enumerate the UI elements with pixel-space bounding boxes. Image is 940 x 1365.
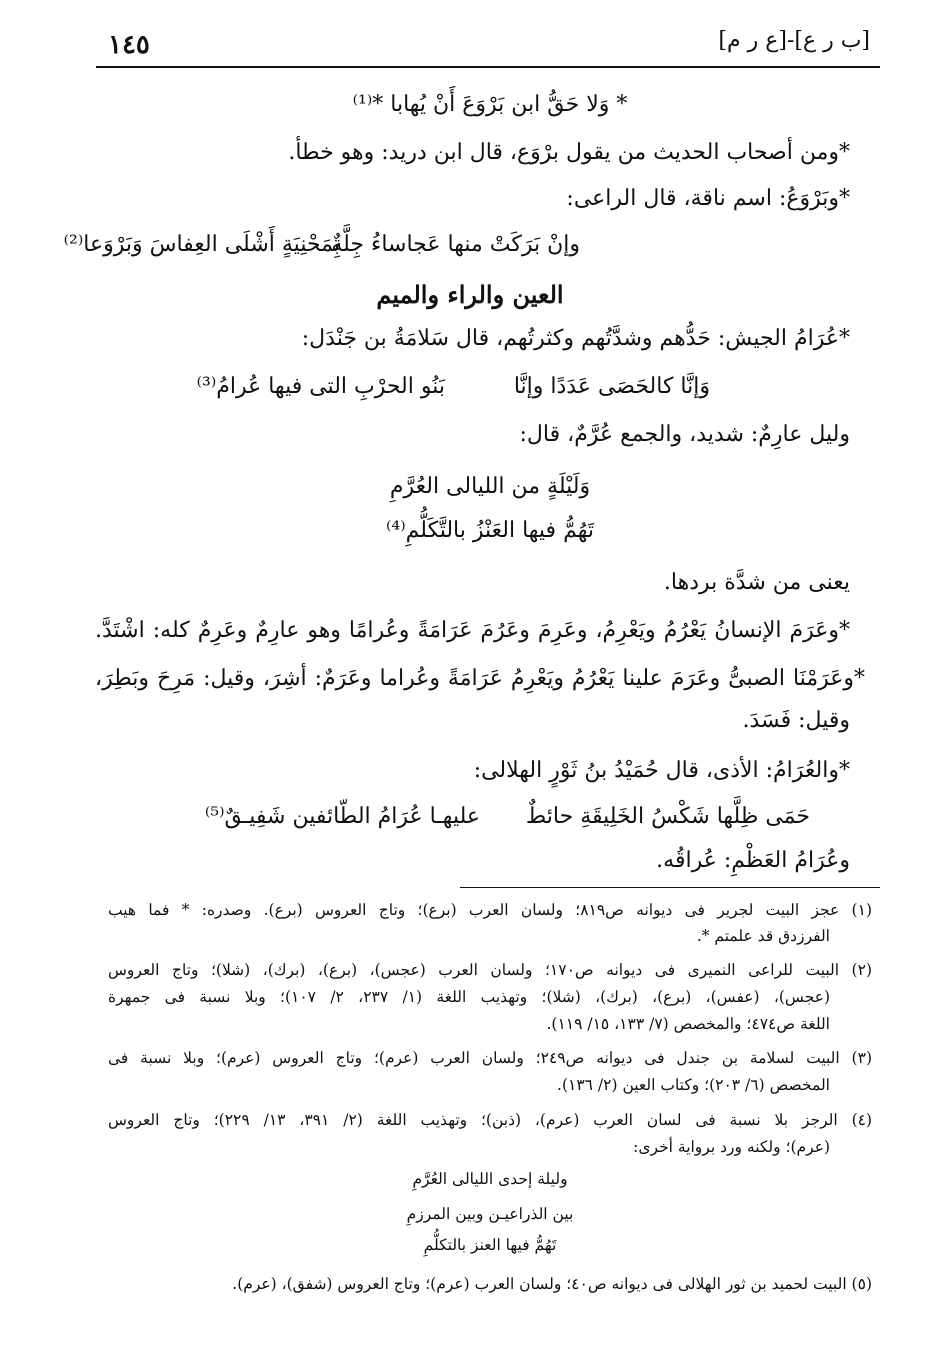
- section-title: العين والراء والميم: [376, 280, 564, 309]
- footnote-2-line-2: (عجس)، (عفس)، (برع)، (برك)، (شلا)؛ وتهذيب اللغة (١/ ٢٣٧، ٢/ ١٠٧)؛ وبلا نسبة فى جمهرة: [108, 988, 830, 1006]
- text-line-5: وليل عارِمٌ: شديد، والجمع عُرَّمٌ، قال:: [519, 422, 850, 447]
- text-line-9: وقيل: فَسَدَ.: [742, 708, 850, 733]
- footnote-4-line-2: (عرم)؛ ولكنه ورد برواية أخرى:: [633, 1138, 830, 1156]
- text-line-3: *وبَرْوَعُ: اسم ناقة، قال الراعى:: [566, 186, 850, 211]
- rajaz-line-2: تَهُمُّ فيها العَنْزُ بالتَّكَلُّمِ⁽⁴⁾: [386, 518, 594, 543]
- footnote-3-line-1: (٣) البيت لسلامة بن جندل فى ديوانه ص٢٤٩؛ ولسان العرب (عرم)؛ وتاج العروس (عرم)؛ وبلا نسبة فى: [108, 1049, 872, 1067]
- verse-line-1: * وَلا حَقُّ ابن بَرْوَعَ أَنْ يُهابا *⁽¹⁾: [352, 92, 628, 117]
- text-line-4: *عُرَامُ الجيش: حَدُّهم وشدَّتُهم وكثرتُهم، قال سَلامَةُ بن جَنْدَل:: [301, 326, 850, 351]
- footnote-2-line-1: (٢) البيت للراعى النميرى فى ديوانه ص١٧٠؛ ولسان العرب (عجس)، (برع)، (برك)، (شلا)؛ وتاج العروس: [108, 961, 872, 979]
- footnote-rule: [460, 887, 880, 888]
- footnote-5-line-1: (٥) البيت لحميد بن ثور الهلالى فى ديوانه ص٤٠؛ ولسان العرب (عرم)؛ وتاج العروس (شفق)، (عرم).: [232, 1275, 872, 1293]
- text-line-2: *ومن أصحاب الحديث من يقول برْوَع، قال ابن دريد: وهو خطأ.: [288, 140, 850, 165]
- text-line-10: *والعُرَامُ: الأذى، قال حُمَيْدُ بنُ ثَوْرٍ الهلالى:: [473, 758, 850, 783]
- page-number: ١٤٥: [108, 30, 150, 60]
- verse-3-first-hemistich: حَمَى ظِلَّها شَكْسُ الخَلِيقَةِ حائطٌ: [525, 804, 810, 829]
- running-head: [ب ر ع]-[ع ر م]: [718, 28, 870, 53]
- footnote-4-rajaz-3: تَهُمُّ فيها العنز بالتكلُّمِ: [423, 1236, 557, 1254]
- footnote-4-rajaz-2: بين الذراعيـن وبين المرزمِ: [406, 1205, 574, 1223]
- footnote-3-line-2: المخصص (٦/ ٢٠٣)؛ وكتاب العين (٢/ ١٣٦).: [557, 1076, 830, 1094]
- verse-1-second-hemistich: بِمَحْنِيَةٍ أَشْلَى العِفاسَ وَبَرْوَعا⁽²⁾: [63, 232, 340, 257]
- rajaz-line-1: وَلَيْلَةٍ من الليالى العُرَّمِ: [389, 474, 591, 499]
- text-line-8: *وعَرَمْنَا الصبىُّ وعَرَمَ علينا يَعْرُمُ ويَعْرِمُ عَرَامَةً وعُراما وعَرَمٌ: أشِرَ، وقيل: مَرِحَ وبَطِرَ،: [95, 666, 865, 691]
- text-line-6: يعنى من شدَّة بردها.: [663, 570, 850, 595]
- footnote-4-line-1: (٤) الرجز بلا نسبة فى لسان العرب (عرم)، (ذبن)؛ وتهذيب اللغة (٢/ ٣٩١، ١٣/ ٢٢٩)؛ وتاج العروس: [108, 1111, 873, 1129]
- footnote-1-line-1: (١) عجز البيت لجرير فى ديوانه ص٨١٩؛ ولسان العرب (برع)؛ وتاج العروس (برع). وصدره: * فما هيب: [108, 901, 872, 919]
- footnote-2-line-3: اللغة ص٤٧٤؛ والمخصص (٧/ ١٣٣، ١٥/ ١١٩).: [546, 1015, 830, 1033]
- header-rule: [96, 66, 880, 68]
- text-line-7: *وعَرَمَ الإنسانُ يَعْرُمُ ويَعْرِمُ، وعَرِمَ وعَرُمَ عَرَامَةً وعُرامًا وهو عارِمٌ وعَرِمٌ كله: اشْتَدَّ.: [95, 618, 850, 643]
- verse-2-first-hemistich: وَإنَّا كالحَصَى عَدَدًا وإنَّا: [513, 374, 710, 399]
- footnote-4-rajaz-1: وليلة إحدى الليالى العُرَّمِ: [412, 1170, 568, 1188]
- text-line-11: وعُرَامُ العَظْمِ: عُراقُه.: [656, 848, 850, 873]
- verse-3-second-hemistich: عليهـا عُرَامُ الطّائفين شَفِيـقٌ⁽⁵⁾: [204, 804, 480, 829]
- verse-2-second-hemistich: بَنُو الحرْبِ التى فيها عُرامُ⁽³⁾: [196, 374, 445, 399]
- footnote-1-line-2: الفرزدق قد علمتم *.: [696, 927, 830, 945]
- verse-1-first-hemistich: وإنْ بَرَكَتْ منها عَجاساءُ جِلَّةٌ: [331, 232, 580, 257]
